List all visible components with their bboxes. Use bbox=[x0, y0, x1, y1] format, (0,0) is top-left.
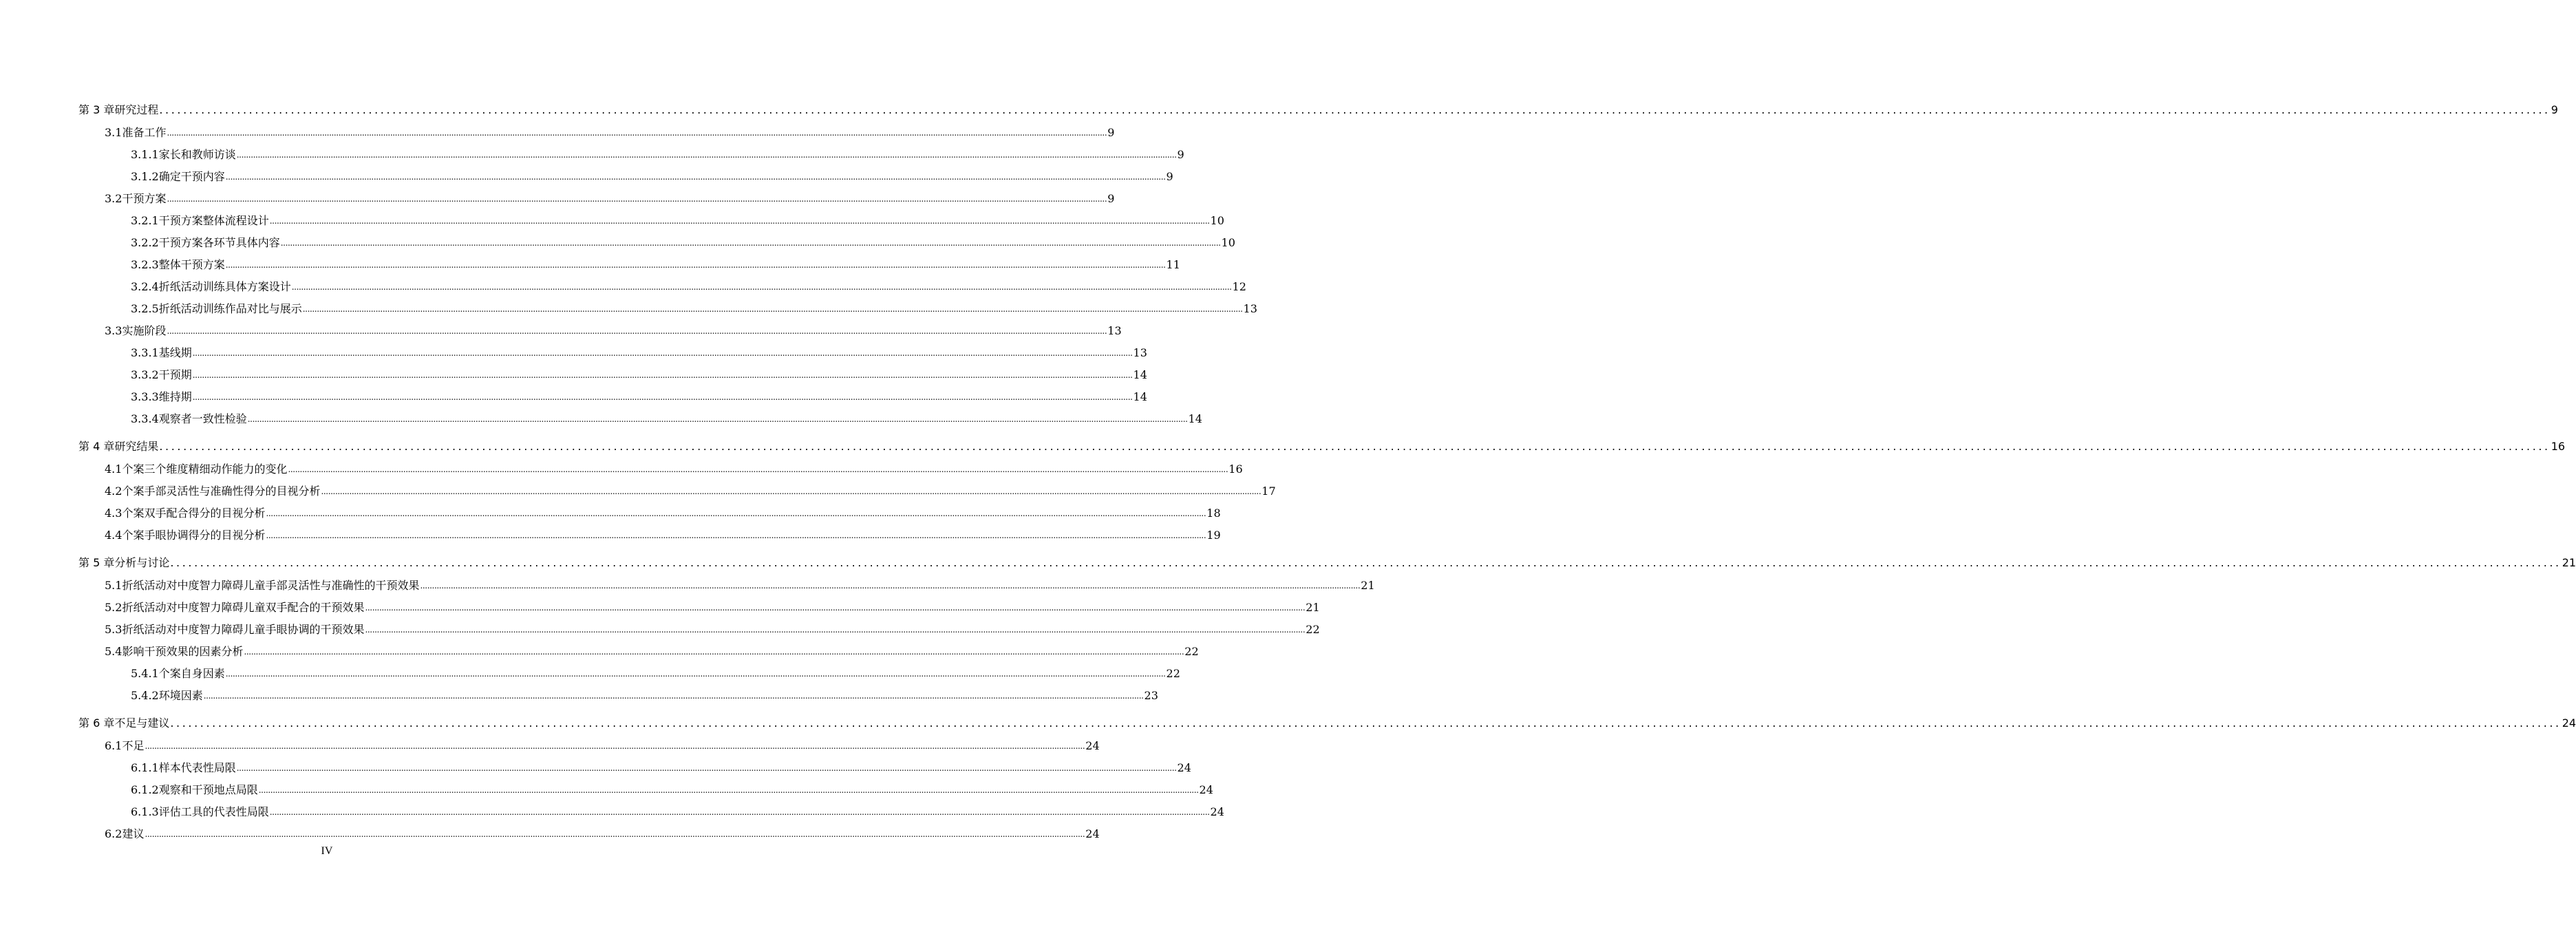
toc-entry-number: 6.1.1 bbox=[131, 761, 159, 774]
toc-dot-leader: ................................................................................................................................................................................................................................................................................................................................................................................................................ bbox=[192, 370, 1133, 380]
toc-entry[interactable] bbox=[0, 527, 1221, 544]
toc-dot-leader: ................................................................................................................................................................................................................................................................................................................................................................................................................ bbox=[280, 238, 1221, 248]
toc-page-number: 9 bbox=[1166, 170, 1173, 183]
toc-entry-title: 折纸活动对中度智力障碍儿童双手配合的干预效果 bbox=[122, 601, 365, 614]
toc-entry-title: 建议 bbox=[122, 827, 145, 840]
toc-entry-title: 个案双手配合得分的目视分析 bbox=[122, 507, 266, 520]
toc-entry-number: 6.2 bbox=[105, 827, 123, 840]
toc-page-number: 9 bbox=[1107, 126, 1115, 139]
toc-entry-number: 3.3.3 bbox=[131, 390, 159, 403]
toc-page-number: 10 bbox=[1221, 236, 1235, 249]
toc-dot-leader: ................................................................................................................................................................................................................................................................................................................................................................................................................ bbox=[266, 509, 1206, 518]
toc-entry-title: 不足 bbox=[122, 739, 145, 752]
toc-page-number: 11 bbox=[1166, 258, 1180, 271]
toc-entry[interactable] bbox=[0, 621, 1320, 638]
toc-entry[interactable] bbox=[0, 191, 1115, 207]
toc-page-number: 14 bbox=[1133, 390, 1147, 403]
toc-dot-leader: ................................................................................................................................................................................................................................................................................................................................................................................................................ bbox=[321, 487, 1262, 496]
toc-entry-title: 个案手眼协调得分的目视分析 bbox=[122, 529, 266, 542]
toc-entry-number: 3.2 bbox=[105, 192, 123, 205]
toc-entry[interactable] bbox=[0, 666, 1180, 682]
toc-dot-leader: ................................................................................................................................................................................................................................................................................................................................................................................................................ bbox=[266, 531, 1206, 540]
toc-entry-title: 折纸活动对中度智力障碍儿童手部灵活性与准确性的干预效果 bbox=[122, 579, 420, 592]
toc-entry-title: 研究过程 bbox=[114, 103, 159, 116]
toc-entry-title: 干预方案 bbox=[122, 192, 167, 205]
toc-entry-number: 第 6 章 bbox=[78, 716, 115, 730]
toc-entry-title: 个案自身因素 bbox=[158, 667, 225, 680]
toc-page-number: 21 bbox=[2562, 556, 2576, 569]
toc-page-number: 14 bbox=[1188, 412, 1202, 425]
toc-entry-title: 干预方案整体流程设计 bbox=[158, 214, 269, 227]
toc-dot-leader: ................................................................................................................................................................................................................................................................................................................................................................................................................ bbox=[288, 465, 1228, 474]
toc-entry-title: 基线期 bbox=[158, 346, 192, 359]
toc-dot-leader: ................................................................................................................................................................................................................................................................................................................................................................................................................ bbox=[167, 326, 1107, 336]
toc-entry[interactable] bbox=[0, 411, 1202, 427]
toc-entry-number: 3.3.1 bbox=[131, 346, 159, 359]
toc-page-number: 9 bbox=[2551, 103, 2558, 116]
toc-entry[interactable] bbox=[0, 826, 1100, 842]
toc-entry-title: 折纸活动训练具体方案设计 bbox=[158, 280, 291, 293]
toc-dot-leader: ................................................................................................................................................................................................................................................................................................................................................................................................................ bbox=[159, 440, 2551, 453]
toc-entry[interactable] bbox=[0, 389, 1147, 405]
toc-entry-title: 不足与建议 bbox=[114, 716, 170, 730]
toc-entry-number: 5.4.1 bbox=[131, 667, 159, 680]
toc-entry[interactable] bbox=[0, 688, 1158, 704]
toc-page-number: 17 bbox=[1262, 485, 1276, 498]
toc-entry[interactable] bbox=[0, 213, 1224, 229]
toc-entry-title: 家长和教师访谈 bbox=[158, 148, 236, 161]
toc-entry-number: 3.1 bbox=[105, 126, 123, 139]
toc-page-number: 21 bbox=[1306, 601, 1320, 614]
toc-page-number: 24 bbox=[1199, 783, 1213, 796]
toc-entry-title: 评估工具的代表性局限 bbox=[158, 805, 269, 818]
toc-page-number: 22 bbox=[1166, 667, 1180, 680]
toc-entry-title: 分析与讨论 bbox=[114, 556, 170, 569]
toc-entry-number: 6.1.2 bbox=[131, 783, 159, 796]
toc-entry-number: 3.1.2 bbox=[131, 170, 159, 183]
toc-dot-leader: ................................................................................................................................................................................................................................................................................................................................................................................................................ bbox=[236, 763, 1177, 773]
toc-dot-leader: ................................................................................................................................................................................................................................................................................................................................................................................................................ bbox=[291, 282, 1232, 292]
toc-page-number: 16 bbox=[2551, 440, 2566, 453]
toc-entry[interactable] bbox=[0, 804, 1224, 820]
toc-entry-number: 5.4.2 bbox=[131, 689, 159, 702]
toc-entry-title: 干预期 bbox=[158, 368, 192, 381]
toc-entry[interactable] bbox=[0, 257, 1180, 273]
toc-dot-leader: ................................................................................................................................................................................................................................................................................................................................................................................................................ bbox=[365, 625, 1306, 635]
toc-page-number: 24 bbox=[1085, 739, 1100, 752]
toc-entry[interactable] bbox=[0, 323, 1122, 339]
toc-entry-number: 3.3.4 bbox=[131, 412, 159, 425]
toc-entry-number: 第 5 章 bbox=[78, 556, 115, 569]
toc-entry-title: 折纸活动对中度智力障碍儿童手眼协调的干预效果 bbox=[122, 623, 365, 636]
toc-entry-title: 样本代表性局限 bbox=[158, 761, 236, 774]
toc-entry-number: 3.2.4 bbox=[131, 280, 159, 293]
toc-dot-leader: ................................................................................................................................................................................................................................................................................................................................................................................................................ bbox=[170, 716, 2562, 730]
toc-entry-title: 观察者一致性检验 bbox=[158, 412, 247, 425]
toc-entry[interactable] bbox=[0, 169, 1173, 185]
toc-entry-title: 维持期 bbox=[158, 390, 192, 403]
toc-entry-title: 确定干预内容 bbox=[158, 170, 225, 183]
toc-page-number: 22 bbox=[1184, 645, 1199, 658]
toc-entry[interactable] bbox=[0, 279, 1246, 295]
toc-entry[interactable] bbox=[0, 461, 1243, 478]
toc-dot-leader: ................................................................................................................................................................................................................................................................................................................................................................................................................ bbox=[225, 172, 1166, 182]
toc-page-number: 24 bbox=[1085, 827, 1100, 840]
toc-entry-number: 4.2 bbox=[105, 485, 123, 498]
toc-page-number: 19 bbox=[1206, 529, 1221, 542]
toc-entry[interactable] bbox=[0, 644, 1199, 660]
toc-entry-number: 5.3 bbox=[105, 623, 123, 636]
toc-entry[interactable] bbox=[0, 599, 1320, 616]
toc-page-number: 24 bbox=[1210, 805, 1224, 818]
toc-page-number: 13 bbox=[1107, 324, 1122, 337]
toc-entry[interactable] bbox=[0, 235, 1235, 251]
toc-entry-title: 个案三个维度精细动作能力的变化 bbox=[122, 463, 288, 476]
toc-dot-leader: ................................................................................................................................................................................................................................................................................................................................................................................................................ bbox=[159, 103, 2551, 116]
toc-entry[interactable] bbox=[0, 301, 1257, 317]
toc-dot-leader: ................................................................................................................................................................................................................................................................................................................................................................................................................ bbox=[225, 260, 1166, 270]
toc-chapter-entry[interactable] bbox=[0, 102, 2558, 118]
toc-page-number: 16 bbox=[1228, 463, 1243, 476]
toc-entry[interactable] bbox=[0, 147, 1184, 163]
toc-entry[interactable] bbox=[0, 738, 1100, 754]
toc-page-number: 13 bbox=[1243, 302, 1257, 315]
toc-entry-number: 3.3.2 bbox=[131, 368, 159, 381]
toc-page-number: 9 bbox=[1107, 192, 1115, 205]
toc-page-number: 10 bbox=[1210, 214, 1224, 227]
toc-entry-title: 个案手部灵活性与准确性得分的目视分析 bbox=[122, 485, 321, 498]
toc-entry-number: 3.2.2 bbox=[131, 236, 159, 249]
toc-chapter-entry[interactable] bbox=[0, 715, 2576, 732]
toc-page-number: 21 bbox=[1361, 579, 1375, 592]
toc-page-number: 18 bbox=[1206, 507, 1221, 520]
toc-entry-number: 3.2.3 bbox=[131, 258, 159, 271]
toc-entry-title: 影响干预效果的因素分析 bbox=[122, 645, 244, 658]
toc-entry-title: 准备工作 bbox=[122, 126, 167, 139]
toc-entry-number: 6.1 bbox=[105, 739, 123, 752]
toc-dot-leader: ................................................................................................................................................................................................................................................................................................................................................................................................................ bbox=[258, 785, 1199, 795]
toc-entry[interactable] bbox=[0, 760, 1191, 776]
toc-dot-leader: ................................................................................................................................................................................................................................................................................................................................................................................................................ bbox=[192, 348, 1133, 358]
toc-dot-leader: ................................................................................................................................................................................................................................................................................................................................................................................................................ bbox=[269, 807, 1210, 817]
toc-entry[interactable] bbox=[0, 577, 1375, 594]
toc-entry-title: 整体干预方案 bbox=[158, 258, 225, 271]
toc-dot-leader: ................................................................................................................................................................................................................................................................................................................................................................................................................ bbox=[269, 216, 1210, 226]
toc-dot-leader: ................................................................................................................................................................................................................................................................................................................................................................................................................ bbox=[365, 603, 1306, 613]
toc-dot-leader: ................................................................................................................................................................................................................................................................................................................................................................................................................ bbox=[420, 581, 1361, 591]
toc-entry-number: 4.4 bbox=[105, 529, 123, 542]
toc-entry-number: 4.3 bbox=[105, 507, 123, 520]
toc-dot-leader: ................................................................................................................................................................................................................................................................................................................................................................................................................ bbox=[225, 669, 1166, 679]
toc-entry[interactable] bbox=[0, 505, 1221, 522]
toc-entry-number: 6.1.3 bbox=[131, 805, 159, 818]
toc-dot-leader: ................................................................................................................................................................................................................................................................................................................................................................................................................ bbox=[170, 556, 2562, 569]
toc-page-number: 24 bbox=[2562, 716, 2576, 730]
toc-entry-number: 第 4 章 bbox=[78, 440, 115, 453]
toc-entry[interactable] bbox=[0, 345, 1147, 361]
toc-entry-title: 干预方案各环节具体内容 bbox=[158, 236, 280, 249]
toc-entry[interactable] bbox=[0, 125, 1115, 141]
toc-dot-leader: ................................................................................................................................................................................................................................................................................................................................................................................................................ bbox=[236, 150, 1177, 160]
toc-dot-leader: ................................................................................................................................................................................................................................................................................................................................................................................................................ bbox=[167, 194, 1107, 204]
toc-page-number: 23 bbox=[1144, 689, 1158, 702]
toc-dot-leader: ................................................................................................................................................................................................................................................................................................................................................................................................................ bbox=[203, 691, 1144, 701]
toc-entry-number: 3.3 bbox=[105, 324, 123, 337]
toc-entry[interactable] bbox=[0, 483, 1276, 500]
toc-dot-leader: ................................................................................................................................................................................................................................................................................................................................................................................................................ bbox=[145, 829, 1085, 839]
toc-dot-leader: ................................................................................................................................................................................................................................................................................................................................................................................................................ bbox=[192, 392, 1133, 402]
toc-page-number: 24 bbox=[1177, 761, 1191, 774]
toc-entry[interactable] bbox=[0, 782, 1213, 798]
toc-entry-number: 第 3 章 bbox=[78, 103, 115, 116]
page-number-footer: IV bbox=[321, 845, 333, 857]
toc-chapter-entry[interactable] bbox=[0, 555, 2576, 571]
toc-entry-number: 3.2.5 bbox=[131, 302, 159, 315]
toc-entry-number: 5.1 bbox=[105, 579, 123, 592]
toc-page-number: 9 bbox=[1177, 148, 1184, 161]
toc-entry-title: 环境因素 bbox=[158, 689, 203, 702]
toc-entry-title: 折纸活动训练作品对比与展示 bbox=[158, 302, 302, 315]
toc-entry-number: 5.4 bbox=[105, 645, 123, 658]
toc-chapter-entry[interactable] bbox=[0, 438, 2566, 455]
toc-entry-title: 实施阶段 bbox=[122, 324, 167, 337]
toc-dot-leader: ................................................................................................................................................................................................................................................................................................................................................................................................................ bbox=[244, 647, 1184, 657]
toc-page-number: 14 bbox=[1133, 368, 1147, 381]
toc-dot-leader: ................................................................................................................................................................................................................................................................................................................................................................................................................ bbox=[302, 304, 1243, 314]
toc-entry-number: 4.1 bbox=[105, 463, 123, 476]
toc-entry-title: 研究结果 bbox=[114, 440, 159, 453]
toc-dot-leader: ................................................................................................................................................................................................................................................................................................................................................................................................................ bbox=[247, 414, 1188, 424]
toc-entry-title: 观察和干预地点局限 bbox=[158, 783, 258, 796]
toc-entry-number: 3.2.1 bbox=[131, 214, 159, 227]
toc-page-number: 22 bbox=[1306, 623, 1320, 636]
toc-entry-number: 3.1.1 bbox=[131, 148, 159, 161]
toc-dot-leader: ................................................................................................................................................................................................................................................................................................................................................................................................................ bbox=[167, 128, 1107, 138]
toc-entry[interactable] bbox=[0, 367, 1147, 383]
toc-entry-number: 5.2 bbox=[105, 601, 123, 614]
toc-dot-leader: ................................................................................................................................................................................................................................................................................................................................................................................................................ bbox=[145, 741, 1085, 751]
toc-page-number: 12 bbox=[1232, 280, 1246, 293]
toc-page-number: 13 bbox=[1133, 346, 1147, 359]
